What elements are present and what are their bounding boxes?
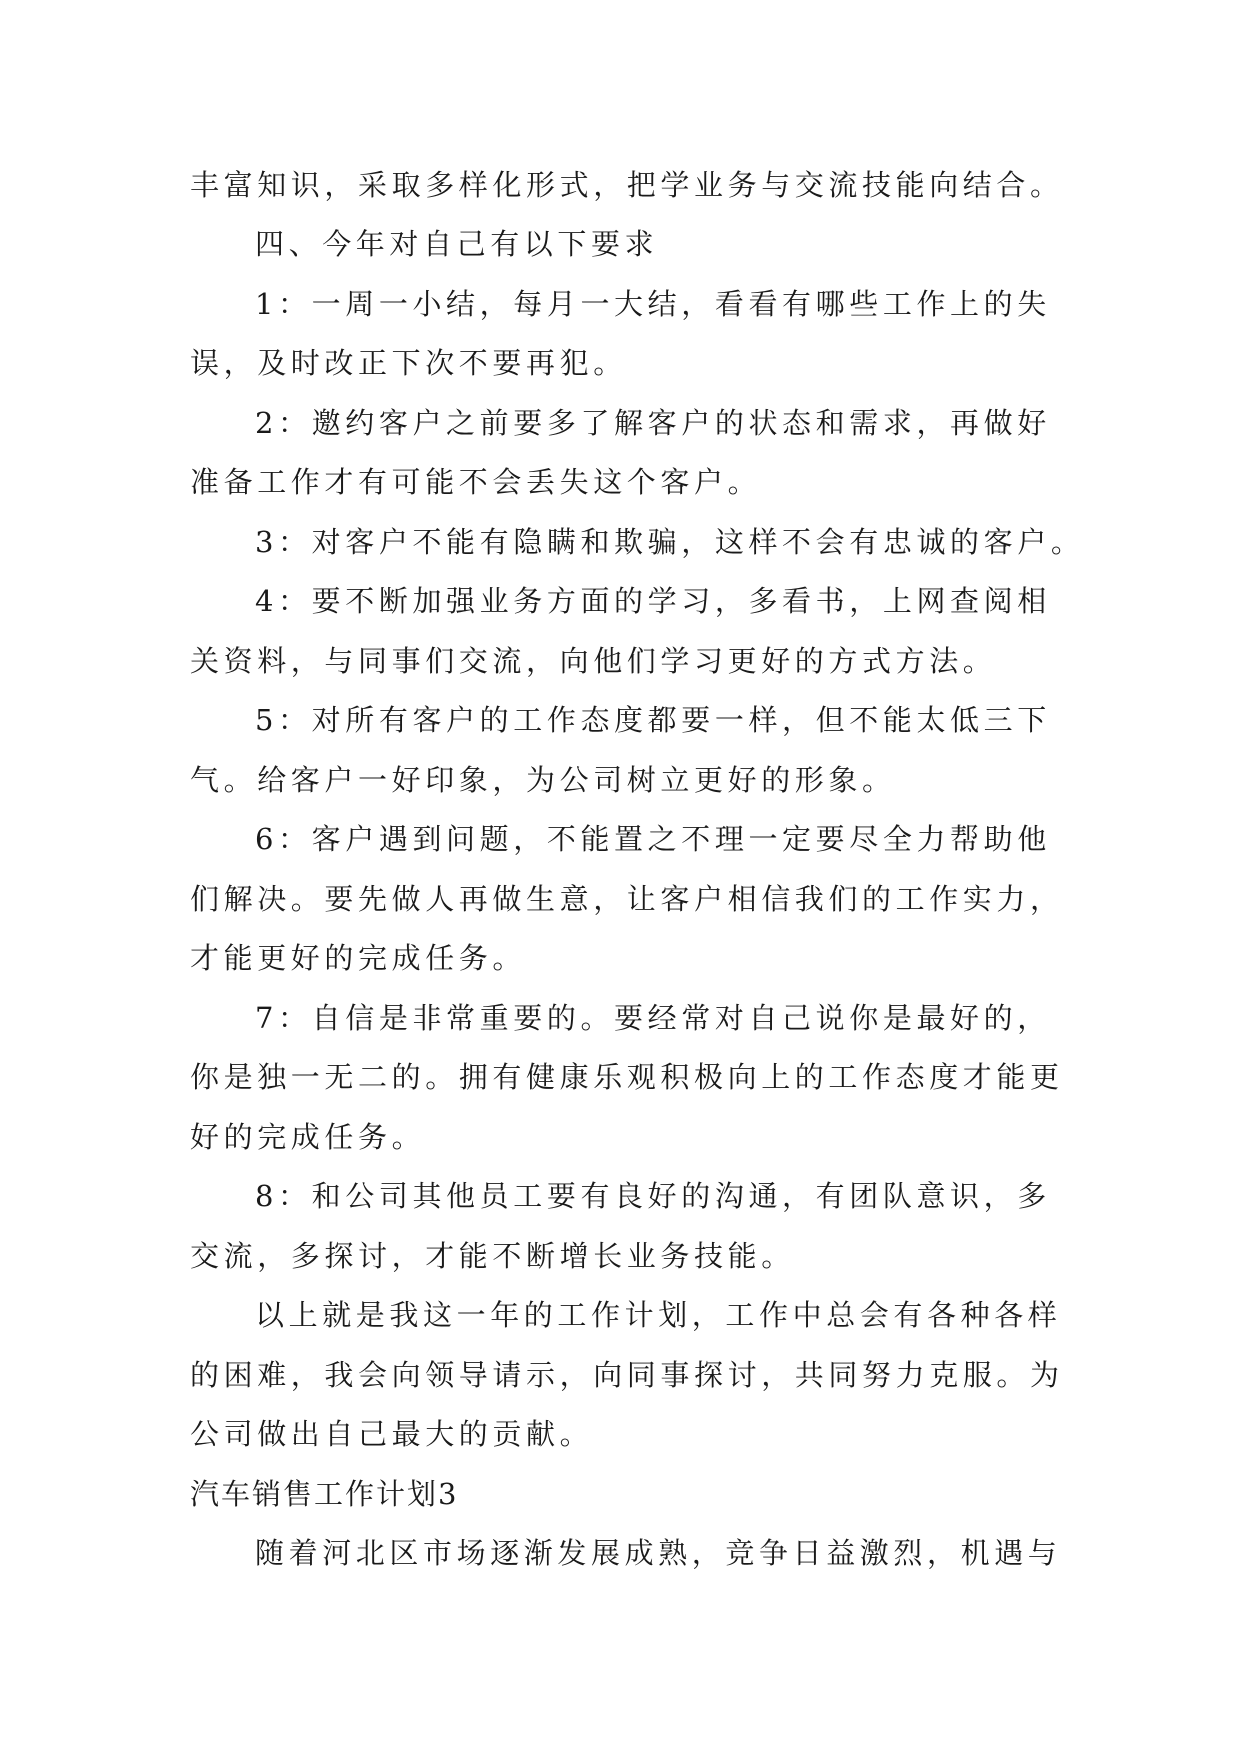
paragraph-line: 你是独一无二的。拥有健康乐观积极向上的工作态度才能更 (190, 1060, 1064, 1094)
paragraph-line: 6：客户遇到问题，不能置之不理一定要尽全力帮助他 (255, 822, 1051, 856)
paragraph-line: 3：对客户不能有隐瞒和欺骗，这样不会有忠诚的客户。 (255, 525, 1085, 559)
paragraph-line: 随着河北区市场逐渐发展成熟，竞争日益激烈，机遇与 (255, 1536, 1062, 1570)
paragraph-line: 交流，多探讨，才能不断增长业务技能。 (190, 1239, 795, 1273)
paragraph-line: 才能更好的完成任务。 (190, 941, 527, 975)
paragraph-line: 公司做出自己最大的贡献。 (190, 1417, 594, 1451)
paragraph-line: 准备工作才有可能不会丢失这个客户。 (190, 465, 762, 499)
paragraph-line: 2：邀约客户之前要多了解客户的状态和需求，再做好 (255, 406, 1051, 440)
paragraph-line: 1：一周一小结，每月一大结，看看有哪些工作上的失 (255, 287, 1051, 321)
paragraph-line: 4：要不断加强业务方面的学习，多看书，上网查阅相 (255, 584, 1051, 618)
paragraph-line: 误，及时改正下次不要再犯。 (190, 346, 627, 380)
paragraph-line: 们解决。要先做人再做生意，让客户相信我们的工作实力， (190, 882, 1064, 916)
section-heading: 四、今年对自己有以下要求 (255, 227, 659, 261)
paragraph-line: 7：自信是非常重要的。要经常对自己说你是最好的， (255, 1001, 1051, 1035)
paragraph-line: 以上就是我这一年的工作计划，工作中总会有各种各样 (255, 1298, 1062, 1332)
document-title: 汽车销售工作计划3 (190, 1477, 459, 1511)
paragraph-line: 关资料，与同事们交流，向他们学习更好的方式方法。 (190, 644, 997, 678)
paragraph-line: 5：对所有客户的工作态度都要一样，但不能太低三下 (255, 703, 1051, 737)
paragraph-line: 丰富知识，采取多样化形式，把学业务与交流技能向结合。 (190, 168, 1064, 202)
paragraph-line: 的困难，我会向领导请示，向同事探讨，共同努力克服。为 (190, 1358, 1064, 1392)
paragraph-line: 气。给客户一好印象，为公司树立更好的形象。 (190, 763, 896, 797)
paragraph-line: 8：和公司其他员工要有良好的沟通，有团队意识，多 (255, 1179, 1051, 1213)
paragraph-line: 好的完成任务。 (190, 1120, 426, 1154)
